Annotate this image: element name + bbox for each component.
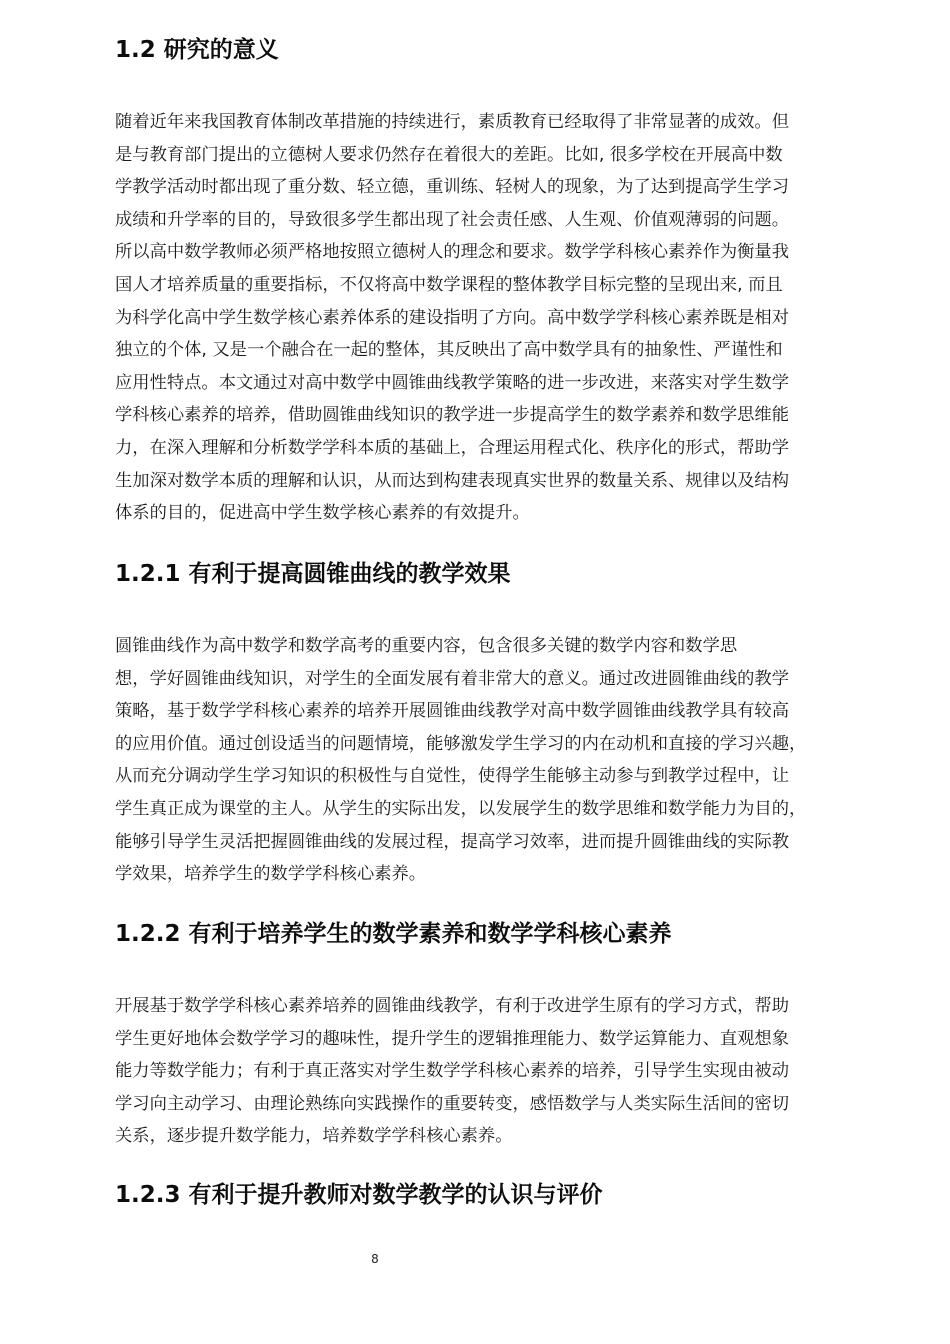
page-number: 8 bbox=[371, 1252, 379, 1266]
text-line: 学生真正成为课堂的主人。从学生的实际出发，以发展学生的数学思维和数学能力为目的， bbox=[115, 798, 807, 819]
text-line: 力，在深入理解和分析数学学科本质的基础上，合理运用程式化、秩序化的形式，帮助学 bbox=[115, 437, 789, 458]
text-line: 随着近年来我国教育体制改革措施的持续进行，素质教育已经取得了非常显著的成效。但 bbox=[115, 112, 789, 132]
text-line: 想，学好圆锥曲线知识，对学生的全面发展有着非常大的意义。通过改进圆锥曲线的教学 bbox=[115, 668, 789, 689]
text-line: 所以高中数学教师必须严格地按照立德树人的理念和要求。数学学科核心素养作为衡量我 bbox=[115, 242, 789, 263]
text-line: 独立的个体, 又是一个融合在一起的整体，其反映出了高中数学具有的抽象性、严谨性和 bbox=[115, 340, 783, 361]
heading-1-2-1: 1.2.1 有利于提高圆锥曲线的教学效果 bbox=[115, 561, 511, 587]
text-line: 能够引导学生灵活把握圆锥曲线的发展过程，提高学习效率，进而提升圆锥曲线的实际教 bbox=[115, 831, 789, 852]
text-line: 国人才培养质量的重要指标，不仅将高中数学课程的整体教学目标完整的呈现出来, 而且 bbox=[115, 274, 783, 295]
text-line: 关系，逐步提升数学能力，培养数学学科核心素养。 bbox=[115, 1126, 513, 1147]
paragraph-core-literacy bbox=[115, 990, 789, 1153]
heading-1-2-3: 1.2.3 有利于提升教师对数学教学的认识与评价 bbox=[115, 1182, 603, 1208]
text-line: 从而充分调动学生学习知识的积极性与自觉性，使得学生能够主动参与到教学过程中，让 bbox=[115, 766, 789, 787]
paragraph-teaching-effect bbox=[115, 630, 806, 891]
text-line: 圆锥曲线作为高中数学和数学高考的重要内容，包含很多关键的数学内容和数学思 bbox=[115, 636, 738, 656]
text-line: 应用性特点。本文通过对高中数学中圆锥曲线教学策略的进一步改进，来落实对学生数学 bbox=[115, 372, 789, 393]
heading-1-2: 1.2 研究的意义 bbox=[115, 37, 279, 63]
text-line: 策略，基于数学学科核心素养的培养开展圆锥曲线教学对高中数学圆锥曲线教学具有较高 bbox=[115, 701, 789, 722]
text-line: 学教学活动时都出现了重分数、轻立德，重训练、轻树人的现象，为了达到提高学生学习 bbox=[115, 177, 789, 198]
heading-1-2-2: 1.2.2 有利于培养学生的数学素养和数学学科核心素养 bbox=[115, 921, 672, 947]
text-line: 学习向主动学习、由理论熟练向实践操作的重要转变，感悟数学与人类实际生活间的密切 bbox=[115, 1093, 789, 1114]
text-line: 能力等数学能力；有利于真正落实对学生数学学科核心素养的培养，引导学生实现由被动 bbox=[115, 1061, 789, 1082]
text-line: 生加深对数学本质的理解和认识，从而达到构建表现真实世界的数量关系、规律以及结构 bbox=[115, 470, 789, 491]
text-line: 学效果，培养学生的数学学科核心素养。 bbox=[115, 864, 427, 885]
text-line: 学科核心素养的培养，借助圆锥曲线知识的教学进一步提高学生的数学素养和数学思维能 bbox=[115, 405, 789, 426]
text-line: 的应用价值。通过创设适当的问题情境，能够激发学生学习的内在动机和直接的学习兴趣， bbox=[115, 733, 807, 754]
text-line: 为科学化高中学生数学核心素养体系的建设指明了方向。高中数学学科核心素养既是相对 bbox=[115, 307, 789, 328]
text-line: 体系的目的，促进高中学生数学核心素养的有效提升。 bbox=[115, 503, 530, 524]
text-line: 开展基于数学学科核心素养培养的圆锥曲线教学，有利于改进学生原有的学习方式，帮助 bbox=[115, 996, 789, 1016]
text-line: 学生更好地体会数学学习的趣味性，提升学生的逻辑推理能力、数学运算能力、直观想象 bbox=[115, 1028, 789, 1049]
text-line: 成绩和升学率的目的，导致很多学生都出现了社会责任感、人生观、价值观薄弱的问题。 bbox=[115, 209, 789, 230]
paragraph-research-significance bbox=[115, 106, 789, 530]
text-line: 是与教育部门提出的立德树人要求仍然存在着很大的差距。比如, 很多学校在开展高中数 bbox=[115, 144, 783, 165]
